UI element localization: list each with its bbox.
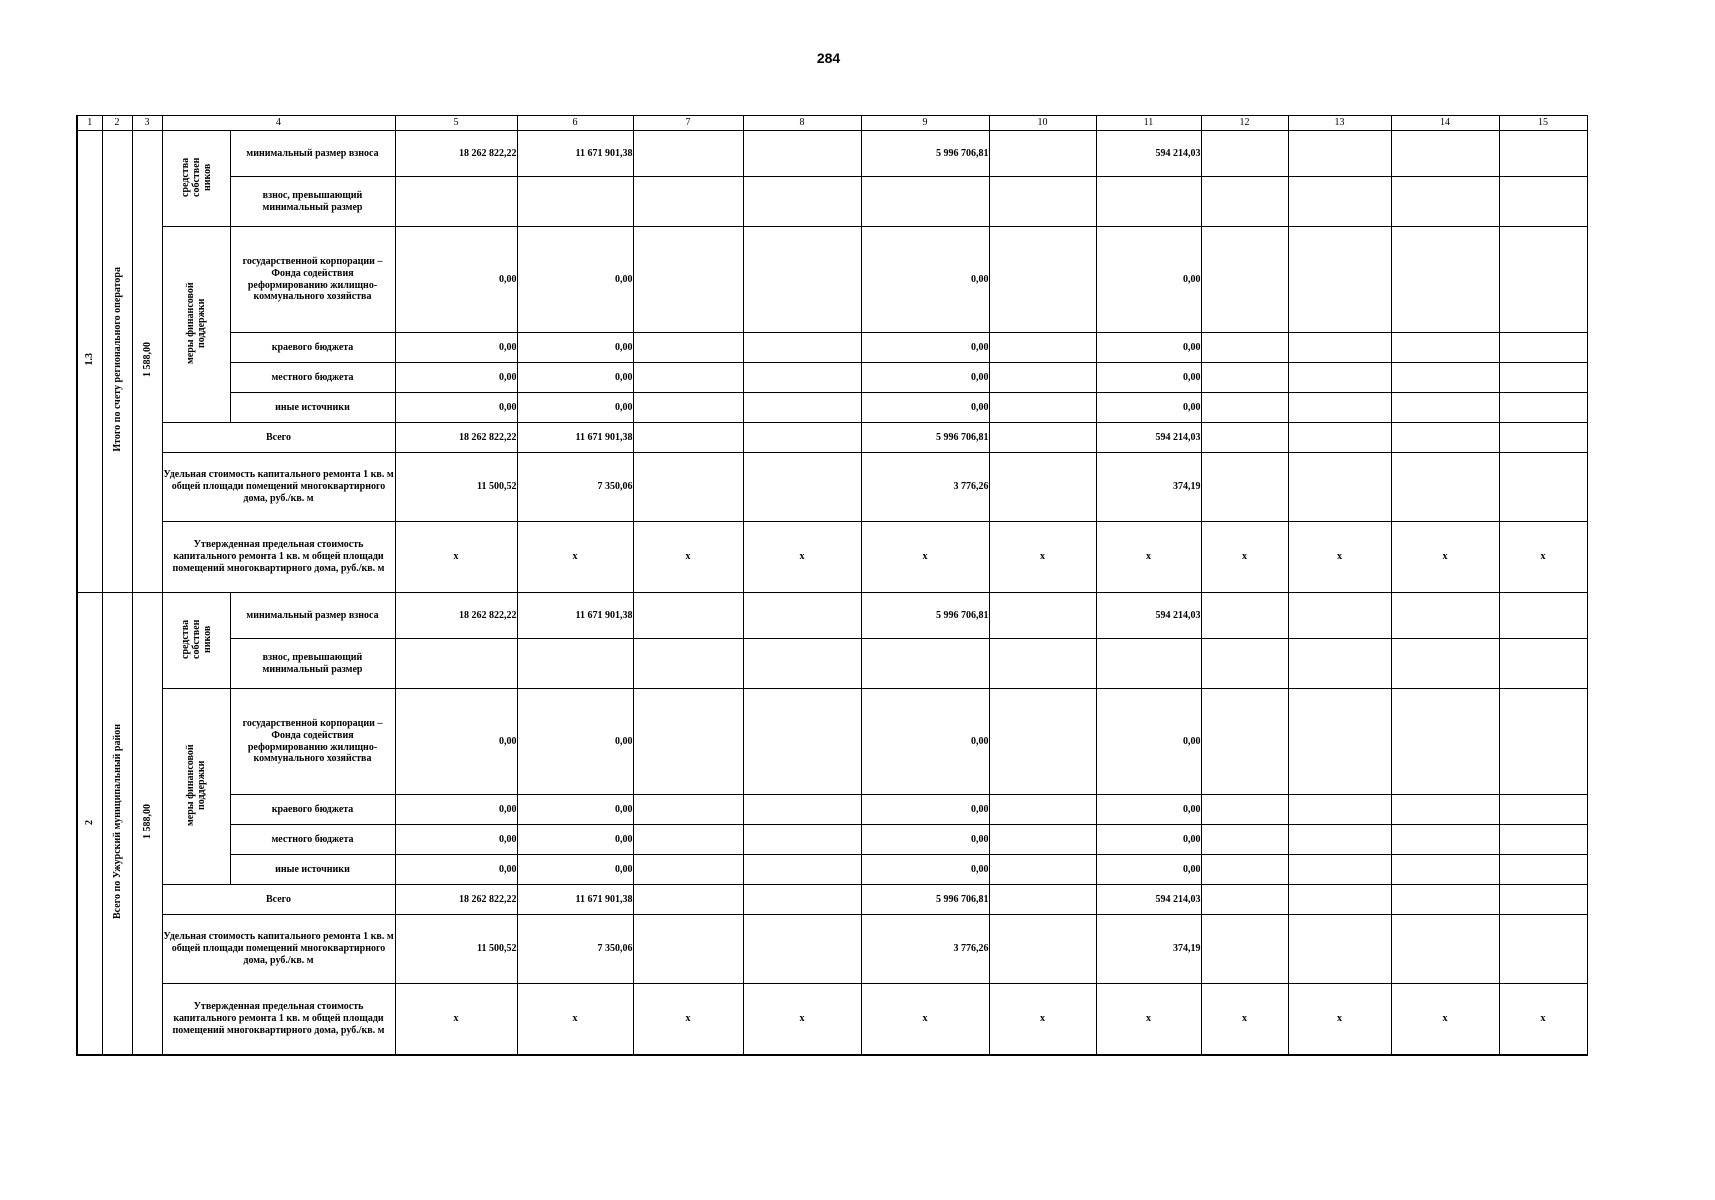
- value-cell-col-13: [1288, 227, 1391, 333]
- column-number-4: 4: [162, 116, 395, 131]
- value-cell-col-12: [1201, 333, 1288, 363]
- value-cell-col-9: 0,00: [861, 363, 989, 393]
- value-cell-col-15: [1499, 689, 1587, 795]
- area-value: 1 588,00: [141, 803, 153, 839]
- value-cell-col-13: [1288, 855, 1391, 885]
- value-cell-col-12: [1201, 363, 1288, 393]
- value-cell-col-15: [1499, 885, 1587, 915]
- value-cell-col-10: [989, 393, 1096, 423]
- value-cell-col-9: 0,00: [861, 795, 989, 825]
- value-cell-col-14: [1391, 885, 1499, 915]
- area-value-cell: [132, 131, 162, 593]
- value-cell-col-11: 0,00: [1096, 393, 1201, 423]
- value-cell-col-13: [1288, 453, 1391, 522]
- value-cell-col-10: x: [989, 522, 1096, 593]
- value-cell-col-6: 11 671 901,38: [517, 885, 633, 915]
- value-cell-col-14: [1391, 689, 1499, 795]
- value-cell-col-5: 11 500,52: [395, 915, 517, 984]
- value-cell-col-10: [989, 855, 1096, 885]
- support-measures-label: меры финансовой поддержки: [185, 281, 207, 364]
- value-cell-col-8: [743, 885, 861, 915]
- value-cell-col-7: [633, 363, 743, 393]
- value-cell-col-5: 18 262 822,22: [395, 131, 517, 177]
- support-measures-label: меры финансовой поддержки: [185, 743, 207, 826]
- limit-cost-label: Утвержденная предельная стоимость капитального ремонта 1 кв. м общей площади помещений многоквартирного дома, руб./кв. м: [162, 984, 395, 1055]
- column-number-7: 7: [633, 116, 743, 131]
- value-cell-col-8: [743, 333, 861, 363]
- value-cell-col-7: x: [633, 522, 743, 593]
- value-cell-col-5: 18 262 822,22: [395, 593, 517, 639]
- value-cell-col-12: [1201, 689, 1288, 795]
- value-cell-col-11: [1096, 639, 1201, 689]
- value-cell-col-6: 0,00: [517, 333, 633, 363]
- value-cell-col-14: [1391, 393, 1499, 423]
- value-cell-col-10: [989, 131, 1096, 177]
- value-cell-col-8: [743, 825, 861, 855]
- value-cell-col-9: 5 996 706,81: [861, 131, 989, 177]
- value-cell-col-6: 7 350,06: [517, 915, 633, 984]
- value-cell-col-12: [1201, 795, 1288, 825]
- row-over-min: [77, 177, 1587, 227]
- section-title-cell: [102, 593, 132, 1055]
- value-cell-col-12: x: [1201, 984, 1288, 1055]
- value-cell-col-7: [633, 825, 743, 855]
- value-cell-col-11: 594 214,03: [1096, 885, 1201, 915]
- row-min-contribution: [77, 593, 1587, 639]
- value-cell-col-12: [1201, 131, 1288, 177]
- value-cell-col-11: 374,19: [1096, 453, 1201, 522]
- value-cell-col-13: [1288, 885, 1391, 915]
- value-cell-col-5: [395, 177, 517, 227]
- value-cell-col-10: [989, 227, 1096, 333]
- value-cell-col-14: [1391, 453, 1499, 522]
- value-cell-col-6: 7 350,06: [517, 453, 633, 522]
- row-regional: [77, 333, 1587, 363]
- value-cell-col-12: x: [1201, 522, 1288, 593]
- value-cell-col-7: [633, 333, 743, 363]
- value-cell-col-9: 3 776,26: [861, 453, 989, 522]
- value-cell-col-5: x: [395, 984, 517, 1055]
- value-cell-col-9: [861, 177, 989, 227]
- row-unit-cost: [77, 915, 1587, 984]
- value-cell-col-12: [1201, 393, 1288, 423]
- column-number-3: 3: [132, 116, 162, 131]
- value-cell-col-15: [1499, 593, 1587, 639]
- value-cell-col-11: 0,00: [1096, 363, 1201, 393]
- value-cell-col-15: [1499, 453, 1587, 522]
- value-cell-col-13: [1288, 177, 1391, 227]
- value-cell-col-7: [633, 795, 743, 825]
- value-cell-col-15: [1499, 227, 1587, 333]
- value-cell-col-9: 5 996 706,81: [861, 593, 989, 639]
- value-cell-col-14: [1391, 333, 1499, 363]
- row-total: [77, 885, 1587, 915]
- value-cell-col-11: 0,00: [1096, 689, 1201, 795]
- value-cell-col-15: [1499, 423, 1587, 453]
- value-cell-col-7: [633, 593, 743, 639]
- value-cell-col-15: [1499, 795, 1587, 825]
- value-cell-col-13: [1288, 915, 1391, 984]
- value-cell-col-7: [633, 915, 743, 984]
- value-cell-col-11: 594 214,03: [1096, 131, 1201, 177]
- value-cell-col-5: x: [395, 522, 517, 593]
- value-cell-col-7: [633, 177, 743, 227]
- regional-label: краевого бюджета: [230, 333, 395, 363]
- fund-label: государственной корпорации – Фонда содействия реформированию жилищно-коммунального хозяйства: [230, 689, 395, 795]
- value-cell-col-14: [1391, 131, 1499, 177]
- section-title-cell: [102, 131, 132, 593]
- value-cell-col-12: [1201, 423, 1288, 453]
- value-cell-col-9: 3 776,26: [861, 915, 989, 984]
- value-cell-col-5: 0,00: [395, 227, 517, 333]
- value-cell-col-6: 0,00: [517, 855, 633, 885]
- value-cell-col-12: [1201, 855, 1288, 885]
- value-cell-col-9: [861, 639, 989, 689]
- value-cell-col-13: [1288, 689, 1391, 795]
- value-cell-col-10: [989, 453, 1096, 522]
- value-cell-col-13: [1288, 393, 1391, 423]
- column-number-12: 12: [1201, 116, 1288, 131]
- row-fund: [77, 227, 1587, 333]
- value-cell-col-6: 0,00: [517, 363, 633, 393]
- row-other: [77, 393, 1587, 423]
- value-cell-col-9: 0,00: [861, 855, 989, 885]
- min-contribution-label: минимальный размер взноса: [230, 593, 395, 639]
- min-contribution-label: минимальный размер взноса: [230, 131, 395, 177]
- value-cell-col-10: [989, 915, 1096, 984]
- value-cell-col-13: [1288, 333, 1391, 363]
- owners-funds-label: средства собствен ников: [179, 156, 213, 197]
- value-cell-col-14: [1391, 227, 1499, 333]
- value-cell-col-15: [1499, 639, 1587, 689]
- over-min-label: взнос, превышающий минимальный размер: [230, 639, 395, 689]
- value-cell-col-7: x: [633, 984, 743, 1055]
- value-cell-col-6: 11 671 901,38: [517, 423, 633, 453]
- value-cell-col-14: [1391, 825, 1499, 855]
- value-cell-col-10: [989, 825, 1096, 855]
- capital-repair-table: [76, 115, 1588, 1056]
- value-cell-col-9: x: [861, 522, 989, 593]
- value-cell-col-15: x: [1499, 984, 1587, 1055]
- value-cell-col-8: [743, 639, 861, 689]
- value-cell-col-6: 0,00: [517, 393, 633, 423]
- section-number: 2: [84, 820, 96, 826]
- value-cell-col-12: [1201, 593, 1288, 639]
- value-cell-col-5: 11 500,52: [395, 453, 517, 522]
- value-cell-col-7: [633, 855, 743, 885]
- value-cell-col-11: 594 214,03: [1096, 423, 1201, 453]
- value-cell-col-6: 0,00: [517, 689, 633, 795]
- value-cell-col-5: [395, 639, 517, 689]
- value-cell-col-5: 0,00: [395, 795, 517, 825]
- value-cell-col-9: 0,00: [861, 333, 989, 363]
- value-cell-col-10: [989, 423, 1096, 453]
- value-cell-col-12: [1201, 227, 1288, 333]
- value-cell-col-11: 0,00: [1096, 795, 1201, 825]
- value-cell-col-5: 0,00: [395, 393, 517, 423]
- value-cell-col-10: [989, 363, 1096, 393]
- area-value: 1 588,00: [141, 342, 153, 378]
- value-cell-col-10: [989, 795, 1096, 825]
- value-cell-col-13: x: [1288, 522, 1391, 593]
- value-cell-col-11: 594 214,03: [1096, 593, 1201, 639]
- value-cell-col-9: 0,00: [861, 227, 989, 333]
- value-cell-col-13: [1288, 639, 1391, 689]
- value-cell-col-15: [1499, 177, 1587, 227]
- regional-label: краевого бюджета: [230, 795, 395, 825]
- section-title: Итого по счету регионального оператора: [111, 267, 123, 452]
- value-cell-col-10: [989, 333, 1096, 363]
- value-cell-col-7: [633, 393, 743, 423]
- value-cell-col-8: [743, 131, 861, 177]
- value-cell-col-11: [1096, 177, 1201, 227]
- support-measures-label-cell: [162, 227, 230, 423]
- value-cell-col-14: [1391, 795, 1499, 825]
- value-cell-col-14: x: [1391, 522, 1499, 593]
- column-number-2: 2: [102, 116, 132, 131]
- value-cell-col-14: [1391, 423, 1499, 453]
- value-cell-col-14: [1391, 363, 1499, 393]
- value-cell-col-14: [1391, 855, 1499, 885]
- value-cell-col-14: [1391, 915, 1499, 984]
- local-label: местного бюджета: [230, 825, 395, 855]
- value-cell-col-10: [989, 593, 1096, 639]
- value-cell-col-12: [1201, 885, 1288, 915]
- value-cell-col-11: 0,00: [1096, 825, 1201, 855]
- unit-cost-label: Удельная стоимость капитального ремонта 1 кв. м общей площади помещений многоквартирного дома, руб./кв. м: [162, 453, 395, 522]
- value-cell-col-13: [1288, 593, 1391, 639]
- limit-cost-label: Утвержденная предельная стоимость капитального ремонта 1 кв. м общей площади помещений многоквартирного дома, руб./кв. м: [162, 522, 395, 593]
- column-number-10: 10: [989, 116, 1096, 131]
- value-cell-col-10: [989, 177, 1096, 227]
- value-cell-col-15: x: [1499, 522, 1587, 593]
- value-cell-col-11: 374,19: [1096, 915, 1201, 984]
- row-limit-cost: [77, 984, 1587, 1055]
- value-cell-col-7: [633, 131, 743, 177]
- value-cell-col-15: [1499, 393, 1587, 423]
- column-number-8: 8: [743, 116, 861, 131]
- owners-funds-label-cell: [162, 593, 230, 689]
- value-cell-col-11: 0,00: [1096, 333, 1201, 363]
- row-total: [77, 423, 1587, 453]
- value-cell-col-6: x: [517, 522, 633, 593]
- value-cell-col-6: 0,00: [517, 227, 633, 333]
- value-cell-col-15: [1499, 915, 1587, 984]
- value-cell-col-15: [1499, 825, 1587, 855]
- value-cell-col-7: [633, 423, 743, 453]
- value-cell-col-8: [743, 689, 861, 795]
- value-cell-col-8: x: [743, 522, 861, 593]
- value-cell-col-13: [1288, 825, 1391, 855]
- value-cell-col-6: 11 671 901,38: [517, 131, 633, 177]
- value-cell-col-12: [1201, 453, 1288, 522]
- section-title: Всего по Ужурский муниципальный район: [111, 723, 123, 919]
- unit-cost-label: Удельная стоимость капитального ремонта 1 кв. м общей площади помещений многоквартирного дома, руб./кв. м: [162, 915, 395, 984]
- value-cell-col-11: x: [1096, 522, 1201, 593]
- value-cell-col-8: [743, 795, 861, 825]
- value-cell-col-10: [989, 885, 1096, 915]
- value-cell-col-8: [743, 393, 861, 423]
- value-cell-col-8: [743, 227, 861, 333]
- row-other: [77, 855, 1587, 885]
- value-cell-col-7: [633, 227, 743, 333]
- value-cell-col-8: [743, 453, 861, 522]
- column-number-9: 9: [861, 116, 989, 131]
- value-cell-col-8: [743, 177, 861, 227]
- value-cell-col-9: 5 996 706,81: [861, 885, 989, 915]
- column-number-6: 6: [517, 116, 633, 131]
- total-label: Всего: [162, 885, 395, 915]
- value-cell-col-13: x: [1288, 984, 1391, 1055]
- row-local: [77, 825, 1587, 855]
- value-cell-col-11: 0,00: [1096, 855, 1201, 885]
- value-cell-col-8: x: [743, 984, 861, 1055]
- value-cell-col-12: [1201, 177, 1288, 227]
- page-number: 284: [816, 50, 841, 66]
- owners-funds-label-cell: [162, 131, 230, 227]
- value-cell-col-6: [517, 639, 633, 689]
- row-limit-cost: [77, 522, 1587, 593]
- value-cell-col-8: [743, 423, 861, 453]
- section-number-cell: [77, 131, 102, 593]
- value-cell-col-11: 0,00: [1096, 227, 1201, 333]
- value-cell-col-14: x: [1391, 984, 1499, 1055]
- value-cell-col-14: [1391, 593, 1499, 639]
- value-cell-col-10: [989, 689, 1096, 795]
- value-cell-col-13: [1288, 423, 1391, 453]
- area-value-cell: [132, 593, 162, 1055]
- column-number-1: 1: [77, 116, 102, 131]
- other-label: иные источники: [230, 393, 395, 423]
- value-cell-col-13: [1288, 795, 1391, 825]
- value-cell-col-9: 5 996 706,81: [861, 423, 989, 453]
- value-cell-col-15: [1499, 363, 1587, 393]
- total-label: Всего: [162, 423, 395, 453]
- row-regional: [77, 795, 1587, 825]
- value-cell-col-7: [633, 639, 743, 689]
- value-cell-col-5: 18 262 822,22: [395, 423, 517, 453]
- value-cell-col-5: 0,00: [395, 333, 517, 363]
- over-min-label: взнос, превышающий минимальный размер: [230, 177, 395, 227]
- local-label: местного бюджета: [230, 363, 395, 393]
- row-unit-cost: [77, 453, 1587, 522]
- value-cell-col-8: [743, 363, 861, 393]
- value-cell-col-13: [1288, 131, 1391, 177]
- value-cell-col-12: [1201, 915, 1288, 984]
- value-cell-col-7: [633, 689, 743, 795]
- value-cell-col-15: [1499, 131, 1587, 177]
- row-over-min: [77, 639, 1587, 689]
- value-cell-col-6: [517, 177, 633, 227]
- value-cell-col-9: 0,00: [861, 393, 989, 423]
- value-cell-col-6: 11 671 901,38: [517, 593, 633, 639]
- value-cell-col-9: 0,00: [861, 825, 989, 855]
- value-cell-col-9: 0,00: [861, 689, 989, 795]
- row-fund: [77, 689, 1587, 795]
- row-local: [77, 363, 1587, 393]
- other-label: иные источники: [230, 855, 395, 885]
- value-cell-col-12: [1201, 825, 1288, 855]
- value-cell-col-8: [743, 915, 861, 984]
- value-cell-col-5: 0,00: [395, 825, 517, 855]
- column-number-14: 14: [1391, 116, 1499, 131]
- value-cell-col-14: [1391, 177, 1499, 227]
- section-number-cell: [77, 593, 102, 1055]
- row-min-contribution: [77, 131, 1587, 177]
- value-cell-col-7: [633, 885, 743, 915]
- value-cell-col-10: [989, 639, 1096, 689]
- owners-funds-label: средства собствен ников: [179, 618, 213, 659]
- column-number-15: 15: [1499, 116, 1587, 131]
- value-cell-col-7: [633, 453, 743, 522]
- value-cell-col-8: [743, 593, 861, 639]
- value-cell-col-5: 18 262 822,22: [395, 885, 517, 915]
- value-cell-col-6: 0,00: [517, 825, 633, 855]
- value-cell-col-10: x: [989, 984, 1096, 1055]
- value-cell-col-5: 0,00: [395, 689, 517, 795]
- column-number-11: 11: [1096, 116, 1201, 131]
- column-number-5: 5: [395, 116, 517, 131]
- value-cell-col-11: x: [1096, 984, 1201, 1055]
- column-number-13: 13: [1288, 116, 1391, 131]
- value-cell-col-15: [1499, 855, 1587, 885]
- section-number: 1.3: [84, 353, 96, 366]
- value-cell-col-5: 0,00: [395, 855, 517, 885]
- value-cell-col-12: [1201, 639, 1288, 689]
- value-cell-col-13: [1288, 363, 1391, 393]
- support-measures-label-cell: [162, 689, 230, 885]
- value-cell-col-6: x: [517, 984, 633, 1055]
- value-cell-col-15: [1499, 333, 1587, 363]
- value-cell-col-14: [1391, 639, 1499, 689]
- value-cell-col-5: 0,00: [395, 363, 517, 393]
- value-cell-col-6: 0,00: [517, 795, 633, 825]
- column-number-row: [77, 116, 1587, 131]
- value-cell-col-9: x: [861, 984, 989, 1055]
- value-cell-col-8: [743, 855, 861, 885]
- fund-label: государственной корпорации – Фонда содействия реформированию жилищно-коммунального хозяйства: [230, 227, 395, 333]
